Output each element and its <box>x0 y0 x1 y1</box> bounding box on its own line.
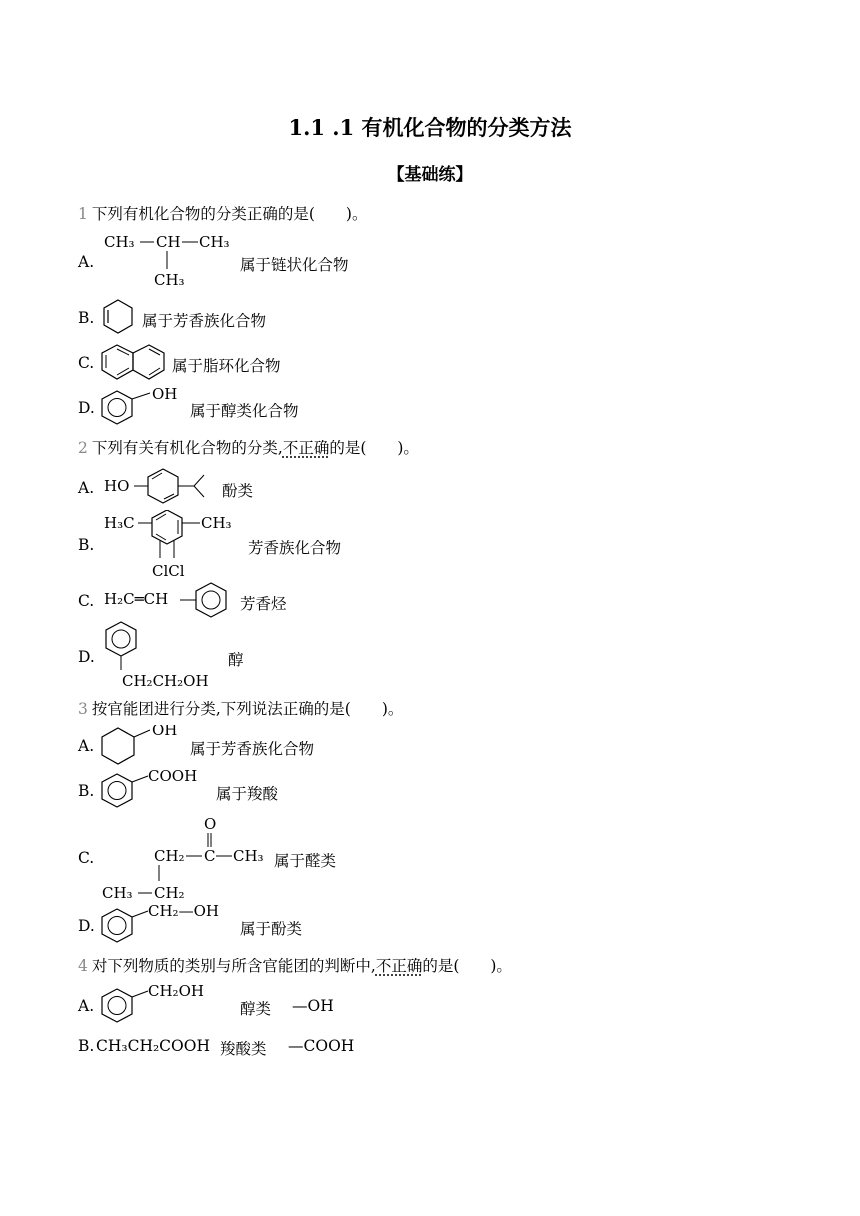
benzyl-alcohol-structure <box>100 903 240 945</box>
option-label: A. <box>78 253 95 271</box>
svg-text:CH₃: CH₃ <box>154 271 185 289</box>
question-2-stem: 2 下列有关有机化合物的分类,不正确的是( )。 <box>78 439 419 457</box>
styrene-structure <box>104 580 240 620</box>
svg-text:O: O <box>204 815 217 833</box>
question-4-stem: 4 对下列物质的类别与所含官能团的判断中,不正确的是( )。 <box>78 957 512 975</box>
svg-text:CH₂: CH₂ <box>154 884 185 902</box>
benzoic-acid-structure <box>100 768 216 810</box>
svg-text:CH₂CH₂OH: CH₂CH₂OH <box>122 672 209 690</box>
question-3-stem: 3 按官能团进行分类,下列说法正确的是( )。 <box>78 700 404 718</box>
svg-text:COOH: COOH <box>148 768 198 785</box>
svg-text:CH₂: CH₂ <box>154 847 185 865</box>
svg-text:CH₂—OH: CH₂—OH <box>148 903 219 920</box>
functional-group: —COOH <box>288 1037 355 1055</box>
option-text: 属于链状化合物 <box>240 256 349 274</box>
formula: CH₃CH₂COOH <box>96 1037 210 1055</box>
class-name: 醇类 <box>240 1000 272 1018</box>
svg-text:CH₂OH: CH₂OH <box>148 983 204 1000</box>
svg-text:CH: CH <box>156 233 181 251</box>
naphthalene-structure <box>100 342 168 382</box>
question-1-stem: 1 下列有机化合物的分类正确的是( )。 <box>78 205 368 223</box>
svg-text:C: C <box>204 847 216 865</box>
svg-text:CH₃: CH₃ <box>233 847 264 865</box>
svg-text:H₃C: H₃C <box>104 514 135 532</box>
emphasis-text: 不正确 <box>282 439 330 457</box>
svg-text:HO: HO <box>104 477 130 495</box>
terpinenol-structure <box>104 465 222 505</box>
svg-text:H₂C═CH: H₂C═CH <box>104 590 169 608</box>
svg-text:ClCl: ClCl <box>152 562 185 580</box>
section-heading: 【基础练】 <box>387 165 473 185</box>
emphasis-text: 不正确 <box>375 957 423 975</box>
cyclohexene-structure <box>100 298 136 336</box>
svg-text:CH₃: CH₃ <box>102 884 133 902</box>
class-name: 羧酸类 <box>220 1040 267 1058</box>
page-title: 1.1 .1 有机化合物的分类方法 <box>288 115 572 140</box>
benzyl-alcohol-structure <box>100 983 220 1025</box>
question-number: 1 <box>78 205 88 223</box>
svg-text:OH: OH <box>152 386 178 403</box>
isobutane-structure <box>102 231 242 289</box>
phenol-structure <box>100 386 190 426</box>
functional-group: —OH <box>292 997 334 1015</box>
svg-text:OH: OH <box>152 725 178 739</box>
butanone-structure <box>102 815 272 903</box>
svg-text:CH₃: CH₃ <box>104 233 135 251</box>
dichloroxylene-structure <box>104 510 244 580</box>
svg-text:CH₃: CH₃ <box>201 514 232 532</box>
cyclohexanol-structure <box>100 725 190 767</box>
phenylethanol-structure <box>102 620 232 690</box>
svg-text:CH₃: CH₃ <box>199 233 230 251</box>
